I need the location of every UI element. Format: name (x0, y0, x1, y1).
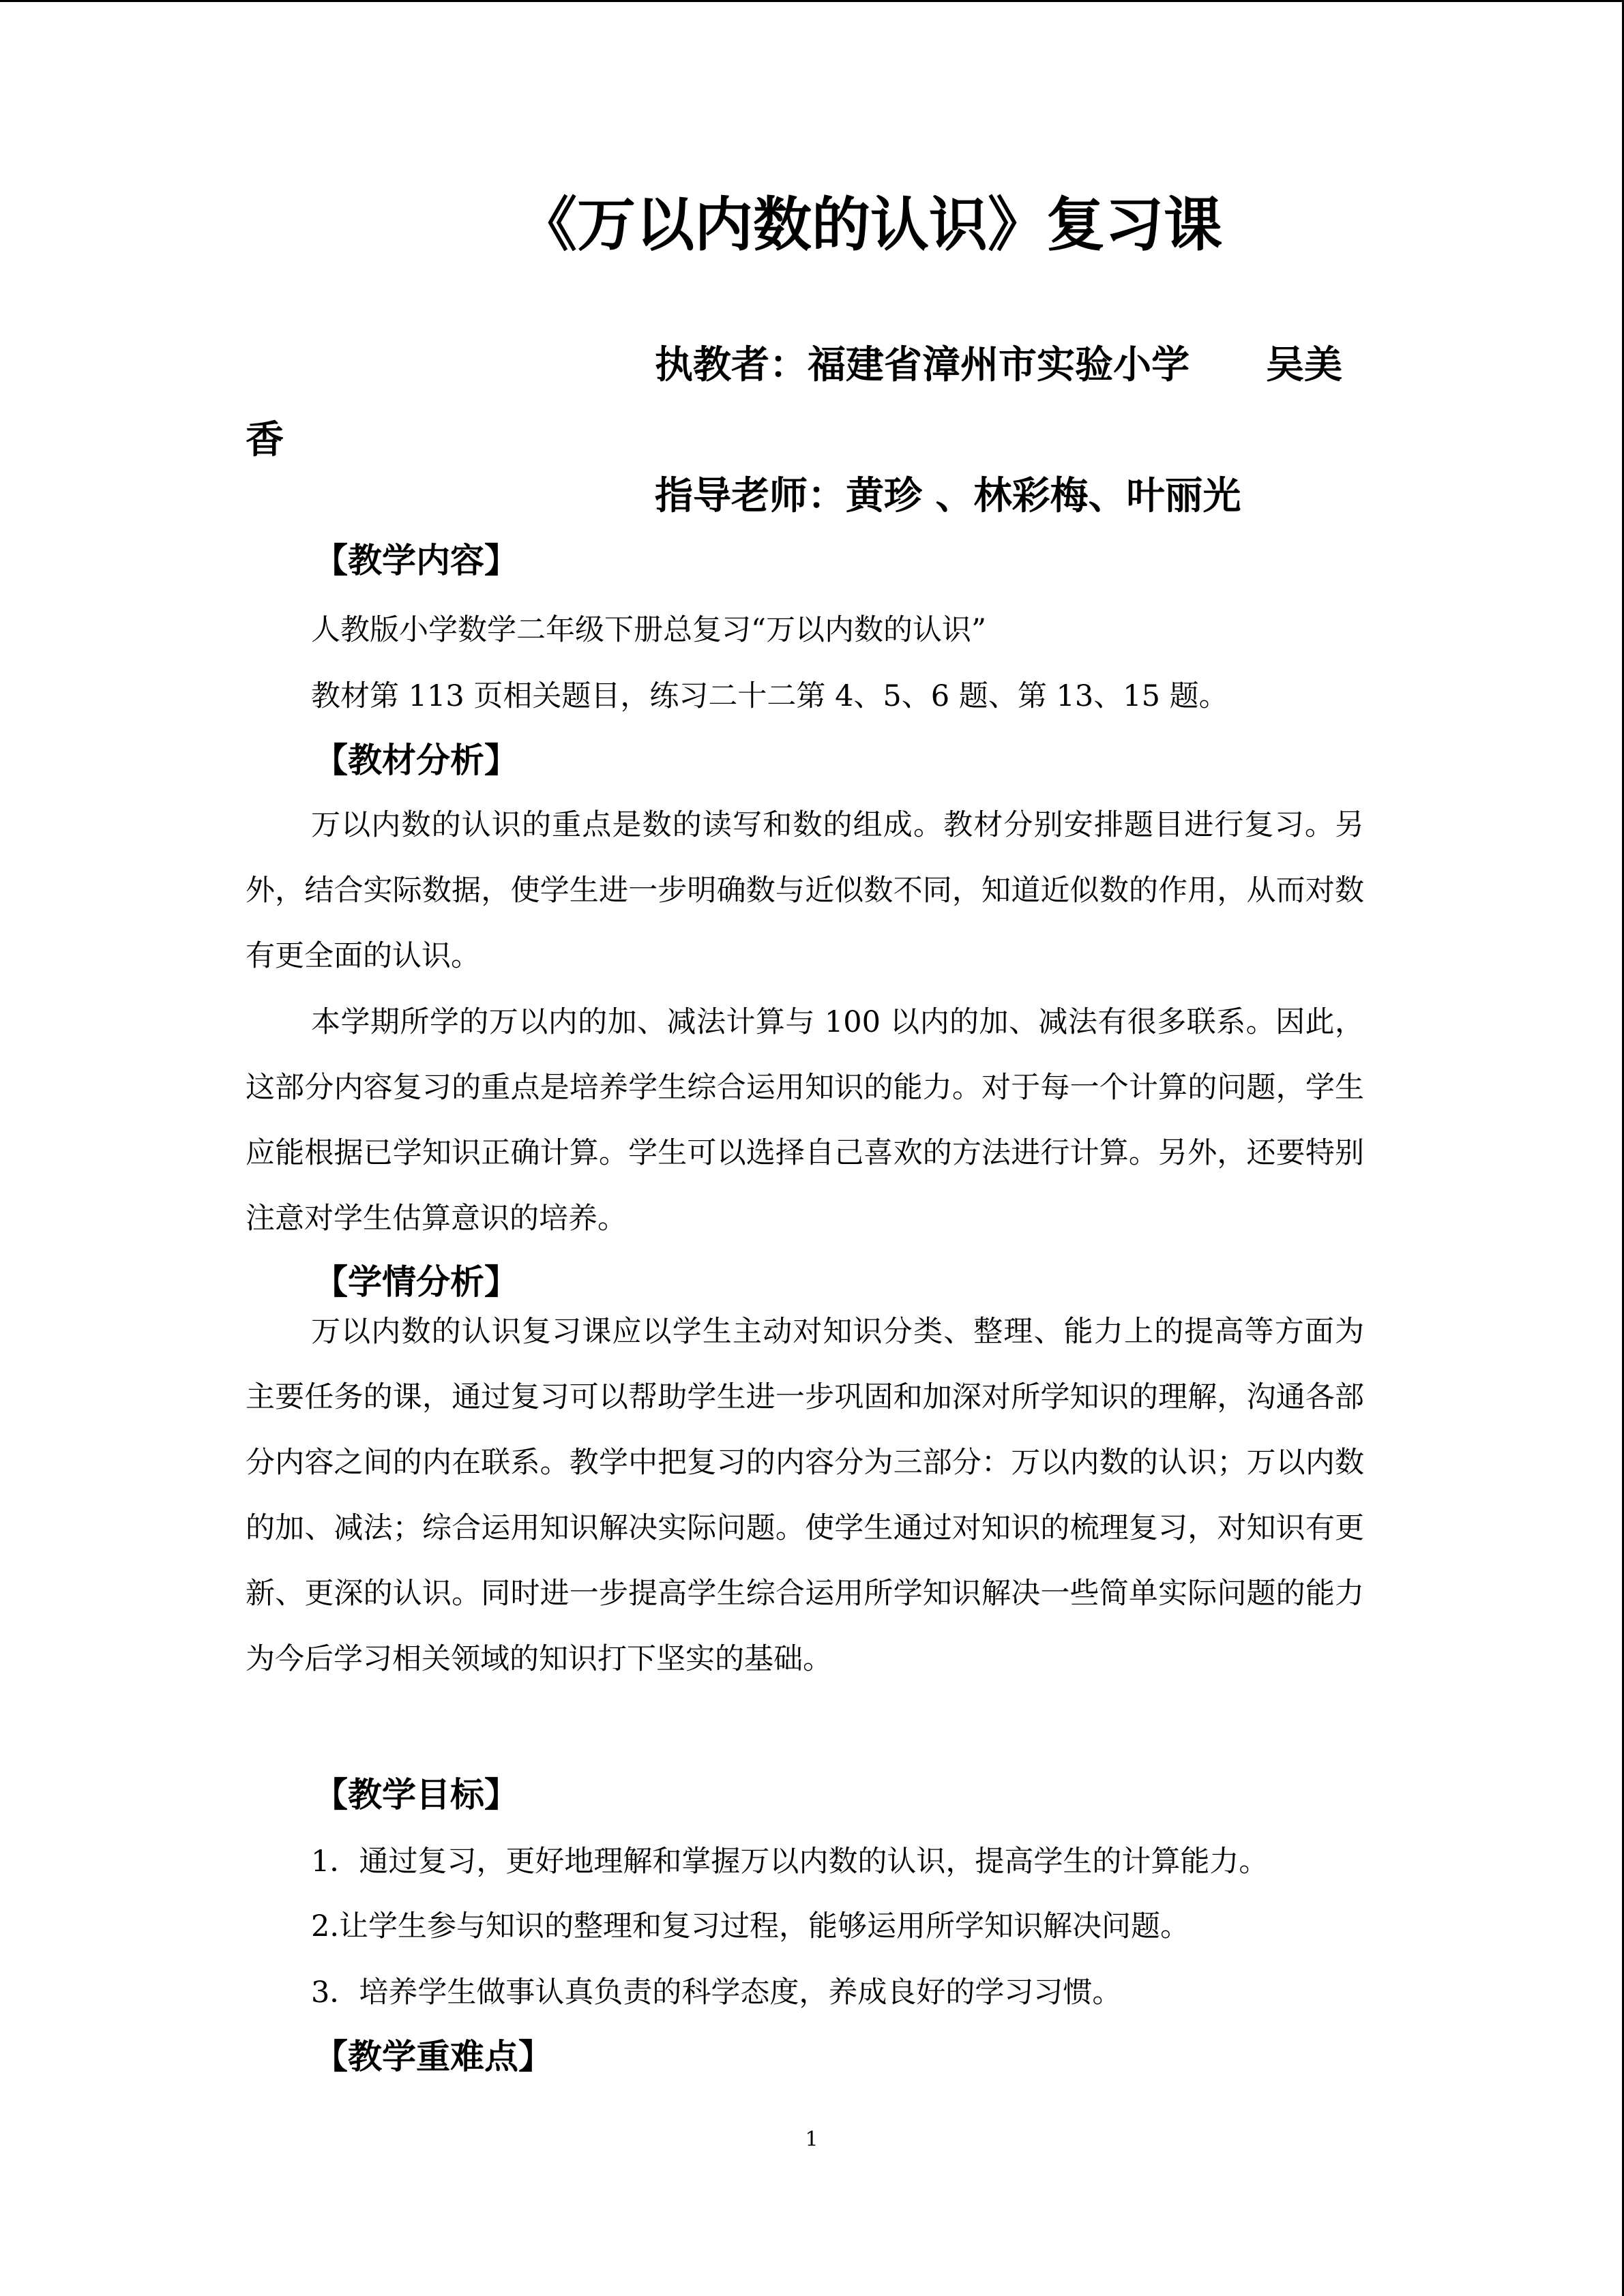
students-paragraph: 万以内数的认识复习课应以学生主动对知识分类、整理、能力上的提高等方面为主要任务的课，通过复习可以帮助学生进一步巩固和加深对所学知识的理解，沟通各部分内容之间的内在联系。教学中把复习的内容分为三部分：万以内数的认识；万以内数的加、减法；综合运用知识解决实际问题。使学生通过对知识的梳理复习，对知识有更新、更深的认识。同时进一步提高学生综合运用所学知识解决一些简单实际问题的能力为今后学习相关领域的知识打下坚实的基础。 (246, 1315, 1364, 1676)
goal-item-1: 1．通过复习，更好地理解和掌握万以内数的认识，提高学生的计算能力。 (311, 1845, 1269, 1879)
document-title: 《万以内数的认识》复习课 (518, 190, 1222, 259)
author-line: 执教者：福建省漳州市实验小学 吴美 (655, 342, 1342, 387)
content-line-2: 教材第 113 页相关题目，练习二十二第 4、5、6 题、第 13、15 题。 (311, 679, 1228, 713)
heading-teaching-content: 【教学内容】 (314, 541, 518, 580)
author-line-tail: 香 (246, 417, 284, 462)
goal-item-3: 3．培养学生做事认真负责的科学态度，养成良好的学习习惯。 (311, 1976, 1122, 2010)
goal-item-2: 2.让学生参与知识的整理和复习过程，能够运用所学知识解决问题。 (311, 1909, 1190, 1943)
heading-key-points: 【教学重难点】 (314, 2037, 552, 2076)
material-paragraph-2: 本学期所学的万以内的加、减法计算与 100 以内的加、减法有很多联系。因此，这部分内容复习的重点是培养学生综合运用知识的能力。对于每一个计算的问题，学生应能根据已学知识正确计算。学生可以选择自己喜欢的方法进行计算。另外，还要特别注意对学生估算意识的培养。 (246, 1005, 1364, 1236)
advisor-line: 指导老师：黄珍 、林彩梅、叶丽光 (655, 473, 1241, 518)
page-number: 1 (805, 2128, 818, 2151)
heading-student-analysis: 【学情分析】 (314, 1262, 518, 1302)
heading-teaching-goals: 【教学目标】 (314, 1775, 518, 1815)
heading-material-analysis: 【教材分析】 (314, 741, 518, 780)
content-line-1: 人教版小学数学二年级下册总复习“万以内数的认识” (311, 613, 986, 647)
page-top-border (0, 0, 1624, 2)
material-paragraph-1: 万以内数的认识的重点是数的读写和数的组成。教材分别安排题目进行复习。另外，结合实际数据，使学生进一步明确数与近似数不同，知道近似数的作用，从而对数有更全面的认识。 (246, 808, 1364, 973)
